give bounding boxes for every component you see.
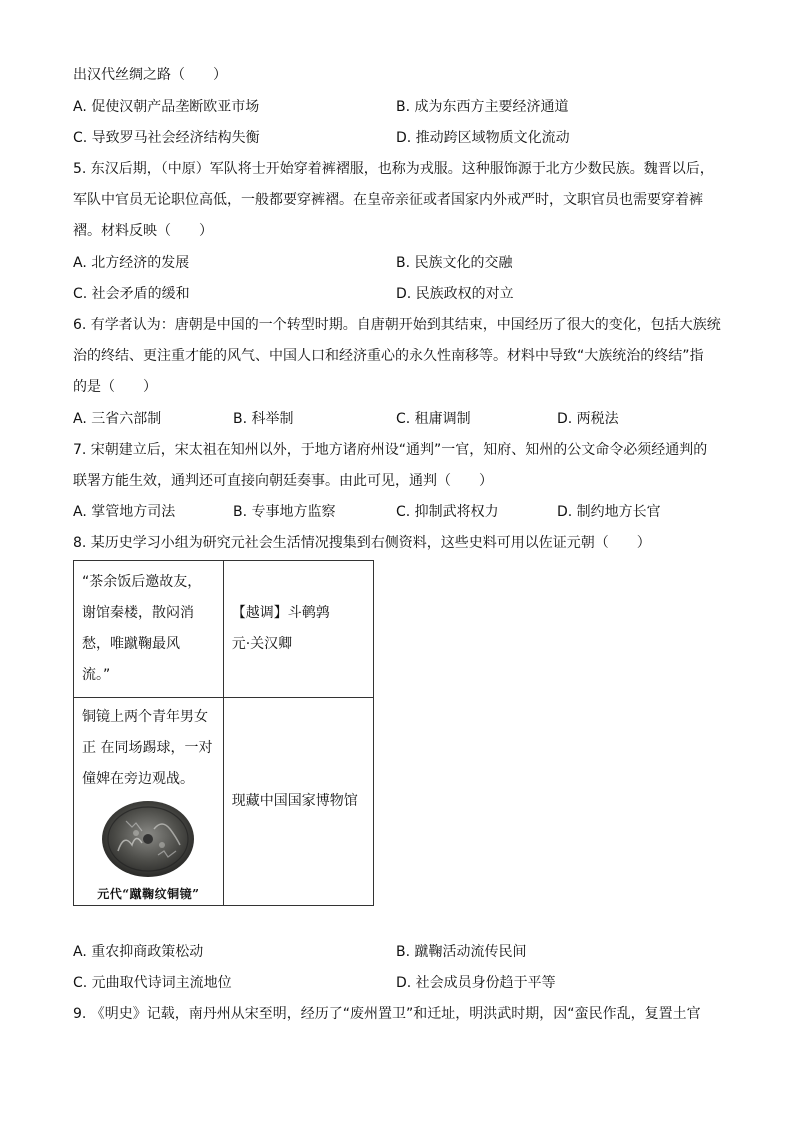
q4-option-c[interactable]: C. 导致罗马社会经济结构失衡 [73, 130, 260, 146]
q9-stem-line-1: 9. 《明史》记载，南丹州从宋至明，经历了“废州置卫”和迁址，明洪武时期，因“蛮民作乱，复置土官 [73, 1006, 701, 1022]
q4-option-d[interactable]: D. 推动跨区域物质文化流动 [396, 130, 570, 146]
q8-poem-line-1: “茶余饭后邀故友， [82, 574, 202, 590]
q8-mirror-cell [74, 698, 224, 906]
q8-option-a[interactable]: A. 重农抑商政策松动 [73, 944, 204, 960]
q7-option-b[interactable]: B. 专事地方监察 [233, 504, 336, 520]
q5-option-d[interactable]: D. 民族政权的对立 [396, 286, 514, 302]
q7-option-d[interactable]: D. 制约地方长官 [557, 504, 661, 520]
q8-mirror-source-cell [223, 698, 373, 906]
q5-option-b[interactable]: B. 民族文化的交融 [396, 255, 513, 271]
q7-option-c[interactable]: C. 抑制武将权力 [396, 504, 499, 520]
q8-mirror-location: 现藏中国国家博物馆 [231, 793, 358, 809]
q8-poem-cell [74, 561, 224, 698]
q8-poem-source-cell [223, 561, 373, 698]
q5-stem-line-1: 5. 东汉后期，（中原）军队将士开始穿着裤褶服，也称为戎服。这种服饰源于北方少数民族。魏晋以后， [73, 161, 714, 177]
q8-poem-title: 【越调】斗鹌鹑 [231, 605, 330, 621]
q6-stem-line-1: 6. 有学者认为：唐朝是中国的一个转型时期。自唐朝开始到其结束，中国经历了很大的变化，包括大族统 [73, 317, 721, 333]
q6-option-d[interactable]: D. 两税法 [557, 411, 619, 427]
q8-mirror-desc-3: 僮婢在旁边观战。 [82, 770, 194, 787]
q8-stem: 8. 某历史学习小组为研究元社会生活情况搜集到右侧资料，这些史料可用以佐证元朝（ ） [73, 535, 651, 551]
q4-option-b[interactable]: B. 成为东西方主要经济通道 [396, 99, 569, 115]
q8-option-d[interactable]: D. 社会成员身份趋于平等 [396, 975, 556, 991]
q7-stem-line-2: 联署方能生效，通判还可直接向朝廷奏事。由此可见，通判（ ） [73, 473, 493, 489]
q6-option-c[interactable]: C. 租庸调制 [396, 411, 471, 427]
q7-stem-line-1: 7. 宋朝建立后，宋太祖在知州以外，于地方诸府州设“通判”一官，知府、知州的公文命令必须经通判的 [73, 442, 708, 458]
q8-poem-line-2: 谢馆秦楼，散闷消 [82, 605, 194, 621]
q6-stem-line-3: 的是（ ） [73, 379, 157, 395]
q6-option-b[interactable]: B. 科举制 [233, 411, 294, 427]
q8-mirror-caption: 元代“蹴鞠纹铜镜” [97, 886, 200, 901]
q5-option-a[interactable]: A. 北方经济的发展 [73, 255, 190, 271]
q6-option-a[interactable]: A. 三省六部制 [73, 411, 162, 427]
q8-mirror-desc-1: 铜镜上两个青年男女 [82, 708, 208, 725]
bronze-mirror-image [100, 799, 196, 879]
q8-mirror-desc-2: 正 在同场踢球，一对 [82, 739, 213, 756]
q5-stem-line-3: 褶。材料反映（ ） [73, 223, 213, 239]
q8-poem-line-3: 愁，唯蹴鞠最风 [82, 636, 180, 652]
q8-source-table [73, 560, 374, 906]
q8-poem-author: 元·关汉卿 [231, 636, 293, 652]
q4-stem-tail: 出汉代丝绸之路（ ） [73, 67, 227, 83]
q7-option-a[interactable]: A. 掌管地方司法 [73, 504, 176, 520]
q5-stem-line-2: 军队中官员无论职位高低，一般都要穿裤褶。在皇帝亲征或者国家内外戒严时，文职官员也需要穿着裤 [73, 192, 703, 208]
q6-stem-line-2: 治的终结、更注重才能的风气、中国人口和经济重心的永久性南移等。材料中导致“大族统治的终结”指 [73, 348, 704, 364]
q8-option-c[interactable]: C. 元曲取代诗词主流地位 [73, 975, 232, 991]
q8-poem-line-4: 流。” [82, 667, 111, 683]
q4-option-a[interactable]: A. 促使汉朝产品垄断欧亚市场 [73, 99, 260, 115]
q8-option-b[interactable]: B. 蹴鞠活动流传民间 [396, 944, 527, 960]
q5-option-c[interactable]: C. 社会矛盾的缓和 [73, 286, 190, 302]
